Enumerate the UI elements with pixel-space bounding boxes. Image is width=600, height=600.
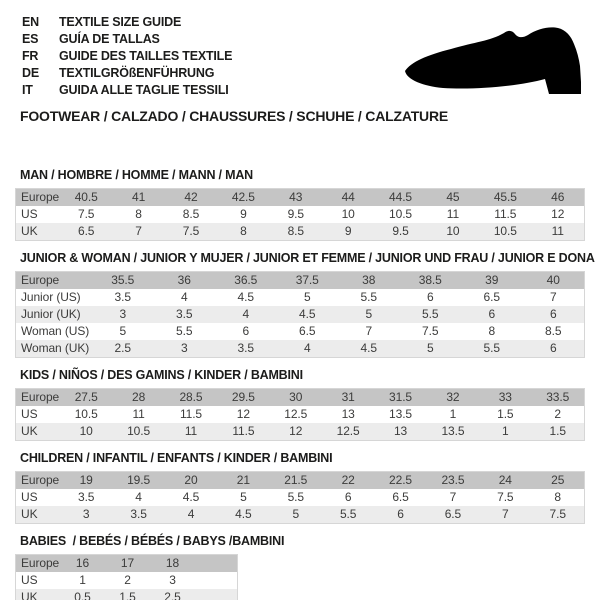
size-value-cell: 3.5 [176, 307, 193, 321]
size-value-cell: 4.5 [360, 341, 377, 355]
size-value-cell: 2.5 [114, 341, 131, 355]
row-label-cell: Woman (UK) [21, 341, 90, 355]
row-label-cell: UK [21, 224, 38, 238]
row-label-cell: Junior (US) [21, 290, 81, 304]
size-table-row [16, 340, 584, 357]
size-value-cell: 4 [180, 290, 188, 304]
size-value-cell: 21 [236, 473, 250, 487]
size-value-cell: 4 [242, 307, 250, 321]
size-value-cell: 44.5 [389, 190, 413, 204]
size-value-cell: 45 [446, 190, 460, 204]
language-code: FR [22, 48, 39, 63]
size-table-section [15, 368, 585, 441]
row-label-cell: Woman (US) [21, 324, 90, 338]
size-value-cell: 11 [132, 407, 145, 421]
category-heading: FOOTWEAR / CALZADO / CHAUSSURES / SCHUHE / CALZATURE [20, 108, 449, 124]
size-value-cell: 13.5 [441, 424, 465, 438]
size-tables [15, 168, 595, 600]
size-value-cell: 38 [362, 273, 376, 287]
size-value-cell: 31.5 [389, 390, 413, 404]
size-value-cell: 28.5 [179, 390, 203, 404]
size-value-cell: 11.5 [179, 407, 203, 421]
language-row [22, 30, 232, 47]
size-table-section [15, 251, 595, 358]
size-value-cell: 8 [240, 224, 247, 238]
size-value-cell: 3 [119, 307, 127, 321]
language-label: GUIDA ALLE TAGLIE TESSILI [59, 82, 229, 97]
size-value-cell: 19.5 [127, 473, 151, 487]
size-value-cell: 45.5 [493, 190, 517, 204]
size-table-row [16, 489, 584, 506]
size-value-cell: 1 [449, 407, 457, 421]
size-value-cell: 5.5 [287, 490, 304, 504]
size-table-title: BABIES / BEBÉS / BÉBÉS / BABYS /BAMBINI [20, 534, 285, 548]
shoe-silhouette [405, 27, 581, 94]
size-table-row [16, 423, 584, 440]
size-value-cell: 27.5 [74, 390, 98, 404]
size-value-cell: 5 [119, 324, 127, 338]
size-value-cell: 33 [498, 390, 512, 404]
size-table-row [16, 323, 584, 340]
size-value-cell: 38.5 [418, 273, 442, 287]
size-value-cell: 12 [236, 407, 250, 421]
row-label-cell: Europe [21, 273, 60, 287]
size-value-cell: 1.5 [119, 590, 136, 600]
language-row [22, 64, 232, 81]
row-label-cell: US [21, 407, 38, 421]
size-value-cell: 4 [135, 490, 142, 504]
size-table-row [16, 206, 584, 223]
size-value-cell: 1.5 [497, 407, 514, 421]
size-value-cell: 8.5 [287, 224, 304, 238]
size-value-cell: 22 [341, 473, 355, 487]
size-value-cell: 6.5 [299, 324, 316, 338]
size-value-cell: 10.5 [389, 207, 413, 221]
size-value-cell: 12 [289, 424, 303, 438]
size-value-cell: 4.5 [237, 290, 254, 304]
row-label-cell: UK [21, 507, 38, 521]
size-value-cell: 4.5 [235, 507, 252, 521]
size-value-cell: 6 [426, 290, 434, 304]
size-value-cell: 9.5 [287, 207, 304, 221]
row-label-cell: US [21, 207, 38, 221]
size-value-cell: 6.5 [78, 224, 95, 238]
size-value-cell: 10 [79, 424, 93, 438]
size-value-cell: 5 [292, 507, 300, 521]
size-value-cell: 6 [488, 307, 496, 321]
size-table-row [16, 472, 584, 489]
size-value-cell: 8 [554, 490, 561, 504]
size-value-cell: 3.5 [114, 290, 131, 304]
size-value-cell: 2.5 [164, 590, 181, 600]
size-value-cell: 19 [79, 473, 93, 487]
size-value-cell: 39 [485, 273, 499, 287]
size-value-cell: 10.5 [74, 407, 98, 421]
size-value-cell: 21.5 [284, 473, 308, 487]
size-table [15, 554, 238, 600]
size-value-cell: 0.5 [74, 590, 91, 600]
size-value-cell: 7.5 [78, 207, 95, 221]
size-value-cell: 7 [549, 290, 557, 304]
size-value-cell: 33.5 [546, 390, 570, 404]
size-value-cell: 6.5 [392, 490, 409, 504]
size-value-cell: 22.5 [389, 473, 413, 487]
size-table [15, 471, 585, 524]
size-value-cell: 10.5 [127, 424, 151, 438]
language-row [22, 81, 232, 98]
size-value-cell: 6 [549, 307, 557, 321]
size-value-cell: 11 [551, 224, 564, 238]
size-table-row [16, 506, 584, 523]
size-value-cell: 31 [341, 390, 355, 404]
size-value-cell: 3.5 [78, 490, 95, 504]
size-value-cell: 42.5 [231, 190, 255, 204]
size-value-cell: 37.5 [295, 273, 319, 287]
size-value-cell: 6 [344, 490, 352, 504]
size-table-section [15, 451, 585, 524]
row-label-cell: Junior (UK) [21, 307, 81, 321]
size-table [15, 388, 585, 441]
size-value-cell: 2 [554, 407, 561, 421]
size-table-title: KIDS / NIÑOS / DES GAMINS / KINDER / BAMBINI [20, 368, 303, 382]
language-row [22, 47, 232, 64]
language-label: TEXTILE SIZE GUIDE [59, 14, 182, 29]
size-table-row [16, 223, 584, 240]
size-value-cell: 5 [303, 290, 311, 304]
size-table-section [15, 168, 585, 241]
size-value-cell: 5.5 [339, 507, 357, 521]
size-table-title: MAN / HOMBRE / HOMME / MANN / MAN [20, 168, 253, 182]
size-table-row [16, 406, 584, 423]
size-value-cell: 11 [184, 424, 198, 438]
row-label-cell: Europe [21, 473, 60, 487]
size-value-cell: 4.5 [182, 490, 200, 504]
size-value-cell: 9.5 [392, 224, 409, 238]
size-value-cell: 24 [498, 473, 512, 487]
shoe-icon [398, 26, 586, 98]
size-value-cell: 7 [502, 507, 509, 521]
size-value-cell: 5 [365, 307, 373, 321]
size-value-cell: 41 [132, 190, 146, 204]
row-label-cell: US [21, 573, 38, 587]
size-table-row [16, 306, 584, 323]
size-value-cell: 18 [165, 556, 180, 570]
language-code: IT [22, 82, 33, 97]
size-value-cell: 5.5 [176, 324, 193, 338]
size-value-cell: 8 [135, 207, 142, 221]
size-value-cell: 5.5 [483, 341, 500, 355]
size-value-cell: 1.5 [549, 424, 566, 438]
size-value-cell: 11 [446, 207, 460, 221]
language-label: GUÍA DE TALLAS [59, 31, 160, 46]
size-value-cell: 4.5 [299, 307, 316, 321]
size-table [15, 271, 585, 358]
size-table-row [16, 589, 237, 600]
size-value-cell: 11.5 [232, 424, 255, 438]
size-table-row [16, 272, 584, 289]
size-value-cell: 12.5 [284, 407, 308, 421]
size-value-cell: 5.5 [422, 307, 439, 321]
size-value-cell: 20 [184, 473, 198, 487]
size-value-cell: 1 [79, 573, 86, 587]
size-value-cell: 10 [446, 224, 460, 238]
size-value-cell: 32 [446, 390, 460, 404]
size-value-cell: 6.5 [444, 507, 462, 521]
size-value-cell: 11.5 [494, 207, 517, 221]
size-value-cell: 9 [240, 207, 247, 221]
size-table-row [16, 189, 584, 206]
size-table-row [16, 572, 237, 589]
size-value-cell: 29.5 [231, 390, 255, 404]
size-value-cell: 28 [132, 390, 146, 404]
size-value-cell: 44 [341, 190, 355, 204]
size-value-cell: 3 [169, 573, 176, 587]
size-value-cell: 42 [184, 190, 198, 204]
language-label: GUIDE DES TAILLES TEXTILE [59, 48, 233, 63]
size-value-cell: 7.5 [422, 324, 439, 338]
language-code: ES [22, 31, 39, 46]
row-label-cell: Europe [21, 390, 60, 404]
size-value-cell: 3.5 [130, 507, 147, 521]
language-label: TEXTILGRÖßENFÜHRUNG [59, 65, 215, 80]
size-value-cell: 16 [75, 556, 90, 570]
size-value-cell: 12.5 [336, 424, 360, 438]
size-value-cell: 7 [449, 490, 457, 504]
size-value-cell: 4 [187, 507, 195, 521]
size-value-cell: 17 [120, 556, 135, 570]
size-value-cell: 10 [341, 207, 355, 221]
size-value-cell: 3.5 [237, 341, 254, 355]
size-value-cell: 3 [180, 341, 188, 355]
language-code: EN [22, 14, 39, 29]
language-row [22, 13, 232, 30]
size-value-cell: 1 [502, 424, 509, 438]
size-value-cell: 6 [242, 324, 250, 338]
size-value-cell: 2 [124, 573, 131, 587]
size-value-cell: 6 [397, 507, 404, 521]
row-label-cell: UK [21, 590, 38, 600]
size-table-title: JUNIOR & WOMAN / JUNIOR Y MUJER / JUNIOR ET FEMME / JUNIOR UND FRAU / JUNIOR E DONA [20, 251, 595, 265]
size-table-section [15, 534, 585, 600]
size-value-cell: 35.5 [111, 273, 135, 287]
row-label-cell: UK [21, 424, 38, 438]
size-value-cell: 13.5 [389, 407, 413, 421]
row-label-cell: US [21, 490, 38, 504]
size-value-cell: 36.5 [234, 273, 258, 287]
size-value-cell: 6.5 [483, 290, 500, 304]
size-value-cell: 40 [546, 273, 560, 287]
size-value-cell: 8 [488, 324, 496, 338]
size-value-cell: 4 [303, 341, 311, 355]
size-value-cell: 30 [289, 390, 303, 404]
size-value-cell: 8.5 [182, 207, 200, 221]
row-label-cell: Europe [21, 556, 60, 570]
size-value-cell: 3 [82, 507, 90, 521]
size-value-cell: 43 [289, 190, 303, 204]
size-value-cell: 7.5 [549, 507, 566, 521]
language-code: DE [22, 65, 39, 80]
size-table-row [16, 555, 237, 572]
size-value-cell: 10.5 [493, 224, 517, 238]
row-label-cell: Europe [21, 190, 60, 204]
size-value-cell: 7 [365, 324, 373, 338]
size-value-cell: 13 [341, 407, 355, 421]
size-value-cell: 6 [549, 341, 557, 355]
size-value-cell: 5 [426, 341, 434, 355]
size-table [15, 188, 585, 241]
size-value-cell: 25 [551, 473, 565, 487]
size-value-cell: 36 [177, 273, 191, 287]
size-value-cell: 7.5 [182, 224, 200, 238]
size-value-cell: 5 [240, 490, 247, 504]
size-value-cell: 8.5 [545, 324, 562, 338]
size-value-cell: 46 [551, 190, 565, 204]
size-table-row [16, 389, 584, 406]
size-value-cell: 40.5 [74, 190, 98, 204]
size-value-cell: 12 [551, 207, 565, 221]
size-table-title: CHILDREN / INFANTIL / ENFANTS / KINDER / BAMBINI [20, 451, 333, 465]
size-table-row [16, 289, 584, 306]
size-value-cell: 9 [344, 224, 352, 238]
size-value-cell: 13 [393, 424, 408, 438]
size-value-cell: 7 [135, 224, 142, 238]
language-list [22, 13, 232, 98]
size-value-cell: 23.5 [441, 473, 465, 487]
size-value-cell: 5.5 [360, 290, 377, 304]
size-value-cell: 7.5 [497, 490, 514, 504]
